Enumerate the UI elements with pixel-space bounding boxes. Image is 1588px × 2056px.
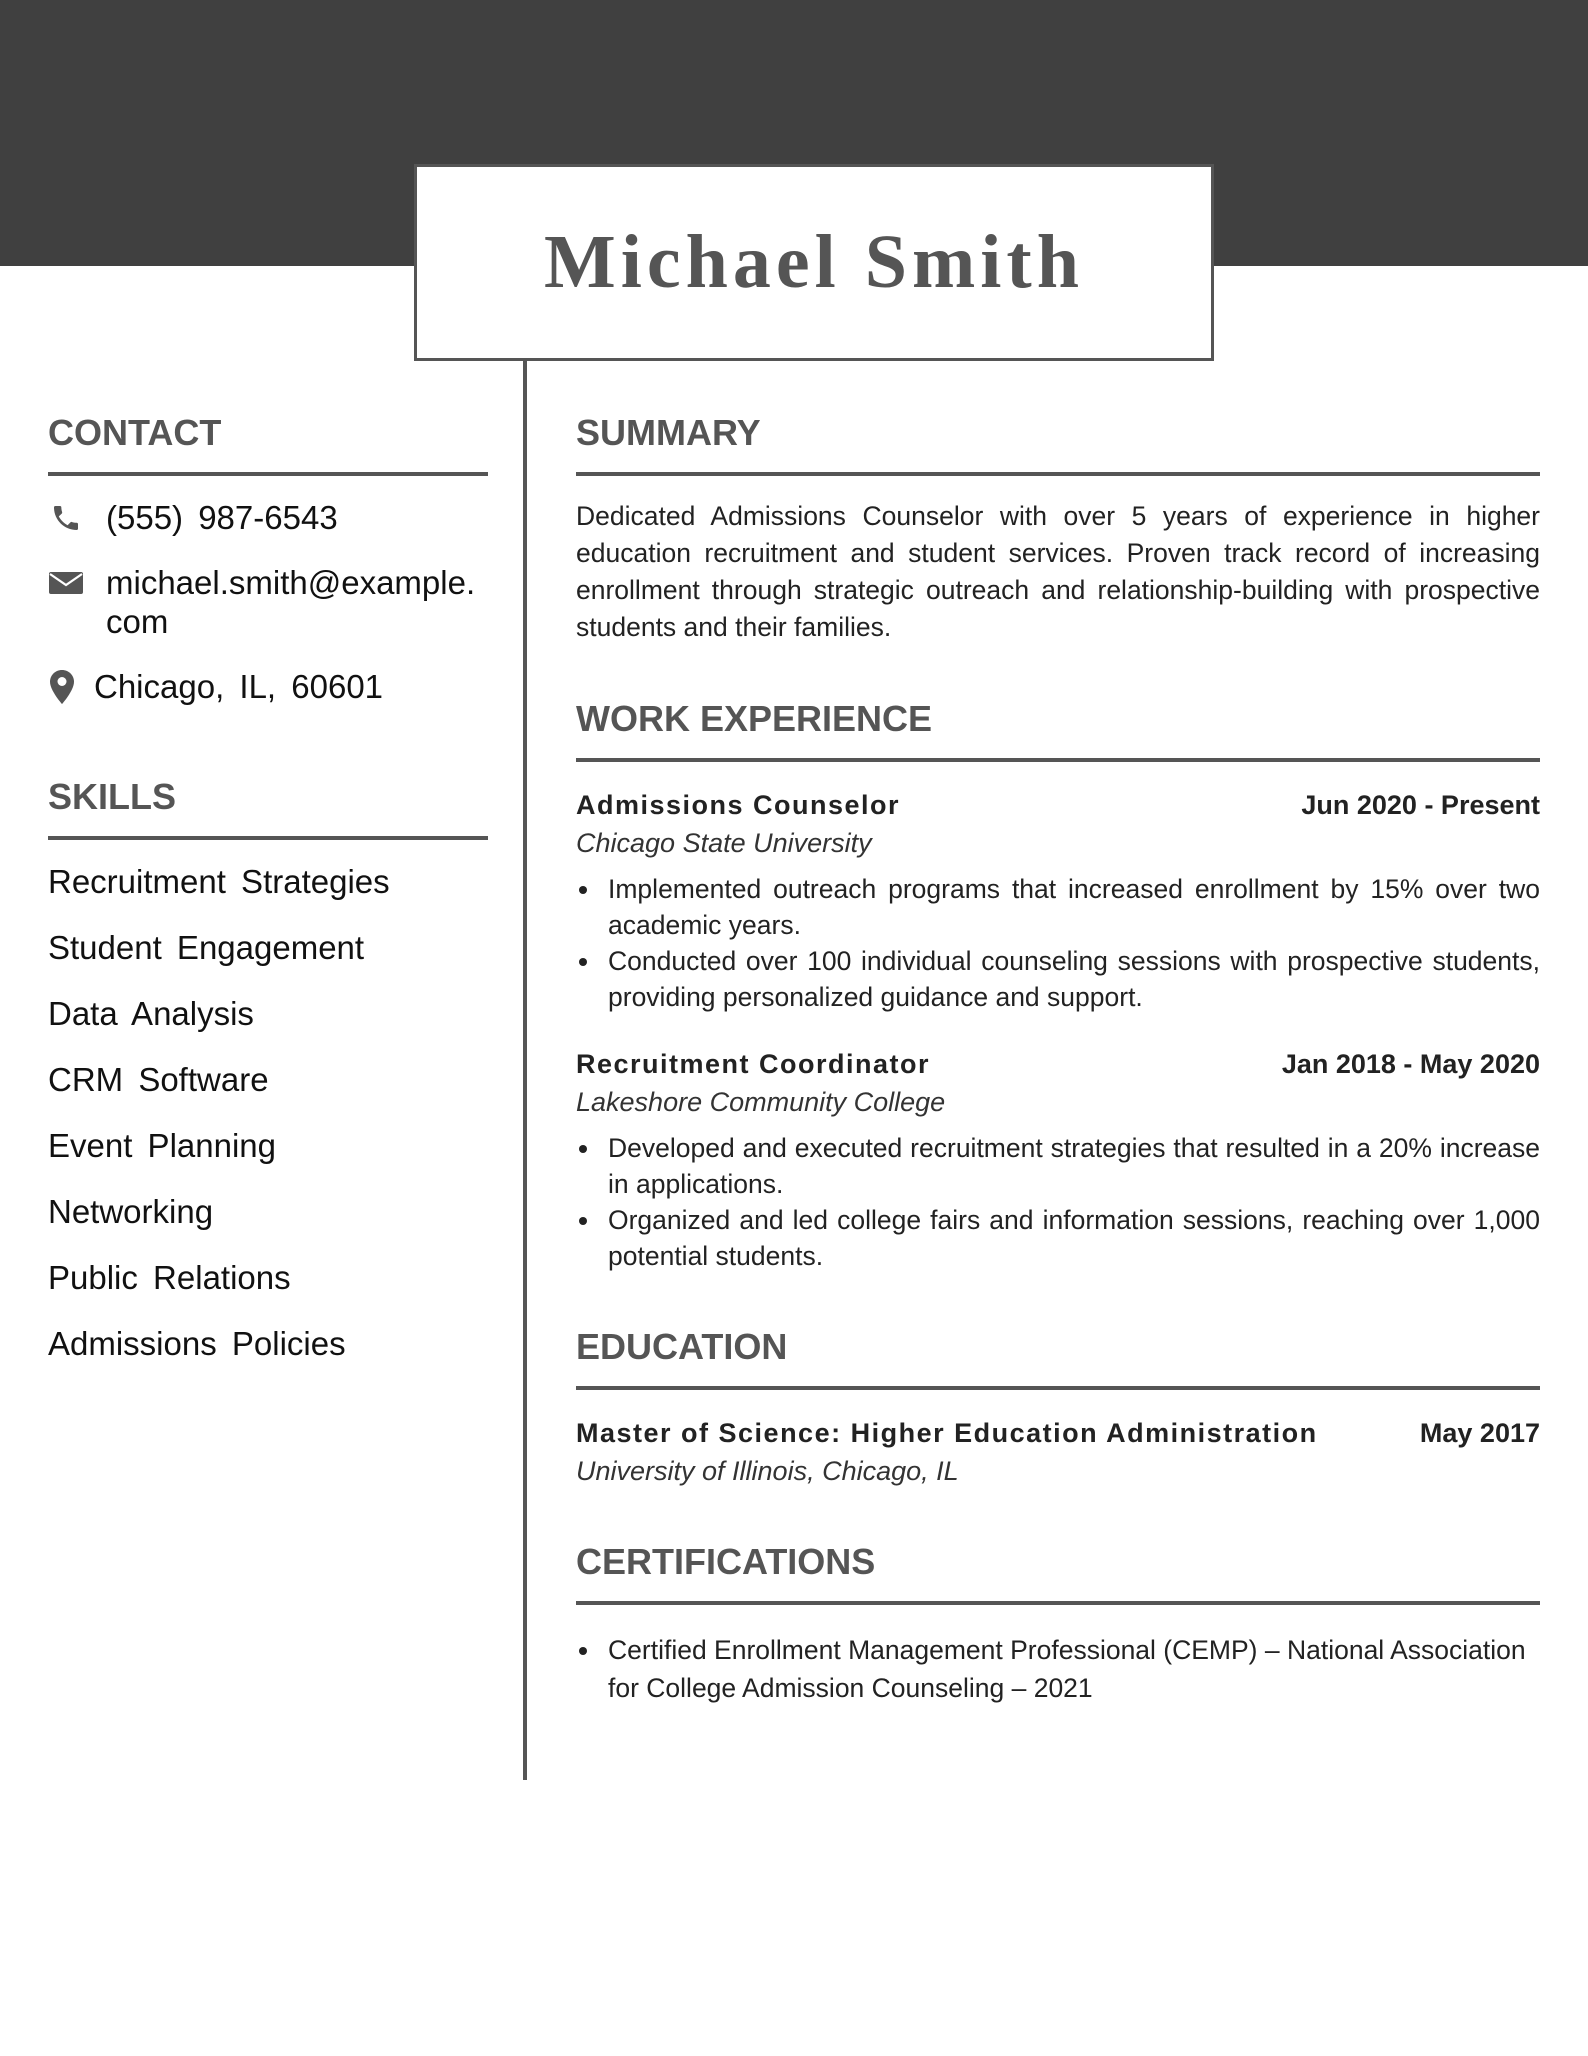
phone-text: (555) 987-6543 [106, 499, 338, 536]
skills-section [48, 776, 488, 1364]
summary-text: Dedicated Admissions Counselor with over 5 years of experience in higher education recruitment and student services. Proven track record of increasing enrollment through strategic outreach and relationship-building with prospective students and their families. [576, 501, 1540, 642]
job-entry [576, 1049, 1540, 1274]
map-pin-icon [48, 667, 76, 706]
skill-item: Admissions Policies [48, 1325, 346, 1362]
candidate-name: Michael Smith [544, 220, 1084, 304]
job-dates: Jun 2020 - Present [1301, 790, 1540, 820]
contact-section [48, 412, 488, 706]
job-organization: Chicago State University [576, 828, 872, 858]
job-title: Admissions Counselor [576, 790, 901, 820]
contact-location [48, 667, 488, 706]
skill-list [48, 862, 488, 1364]
column-divider [523, 361, 527, 1780]
job-bullet: Conducted over 100 individual counseling sessions with prospective students, providing personalized guidance and support. [576, 943, 1540, 1015]
email-text [106, 563, 475, 641]
school-name: University of Illinois, Chicago, IL [576, 1456, 959, 1486]
job-bullet: Developed and executed recruitment strategies that resulted in a 20% increase in applications. [576, 1130, 1540, 1202]
graduation-date: May 2017 [1419, 1418, 1540, 1448]
experience-heading: WORK EXPERIENCE [576, 698, 1540, 762]
job-entry [576, 790, 1540, 1015]
summary-heading: SUMMARY [576, 412, 1540, 476]
location-text: Chicago, IL, 60601 [94, 668, 384, 705]
skill-item: Public Relations [48, 1259, 291, 1296]
skill-item: Networking [48, 1193, 214, 1230]
skill-item: Event Planning [48, 1127, 276, 1164]
skill-item: CRM Software [48, 1061, 269, 1098]
envelope-icon [48, 563, 84, 602]
certification-item: Certified Enrollment Management Professional (CEMP) – National Association for College Admission Counseling – 2021 [576, 1631, 1540, 1707]
experience-section [576, 698, 1540, 1274]
job-header [576, 790, 1540, 821]
phone-icon [48, 498, 84, 537]
certifications-section [576, 1541, 1540, 1707]
job-organization: Lakeshore Community College [576, 1087, 946, 1117]
email-line-1: michael.smith@example. [106, 564, 476, 601]
degree-title: Master of Science: Higher Education Administration [576, 1418, 1318, 1448]
job-bullets [576, 871, 1540, 1015]
right-column [576, 412, 1540, 1707]
education-header [576, 1418, 1540, 1449]
skill-item: Recruitment Strategies [48, 863, 390, 900]
job-dates: Jan 2018 - May 2020 [1281, 1049, 1540, 1079]
left-column [48, 412, 488, 1390]
education-section [576, 1326, 1540, 1489]
job-bullet: Organized and led college fairs and information sessions, reaching over 1,000 potential students. [576, 1202, 1540, 1274]
skills-heading: SKILLS [48, 776, 488, 840]
education-entry [576, 1418, 1540, 1489]
certification-list [576, 1631, 1540, 1707]
contact-heading: CONTACT [48, 412, 488, 476]
job-header [576, 1049, 1540, 1080]
job-bullets [576, 1130, 1540, 1274]
contact-email [48, 563, 488, 641]
email-line-2: com [106, 603, 169, 640]
contact-phone [48, 498, 488, 537]
job-bullet: Implemented outreach programs that increased enrollment by 15% over two academic years. [576, 871, 1540, 943]
name-box [414, 164, 1214, 361]
skill-item: Student Engagement [48, 929, 365, 966]
summary-section [576, 412, 1540, 646]
contact-list [48, 498, 488, 706]
education-heading: EDUCATION [576, 1326, 1540, 1390]
certifications-heading: CERTIFICATIONS [576, 1541, 1540, 1605]
skill-item: Data Analysis [48, 995, 254, 1032]
job-title: Recruitment Coordinator [576, 1049, 931, 1079]
